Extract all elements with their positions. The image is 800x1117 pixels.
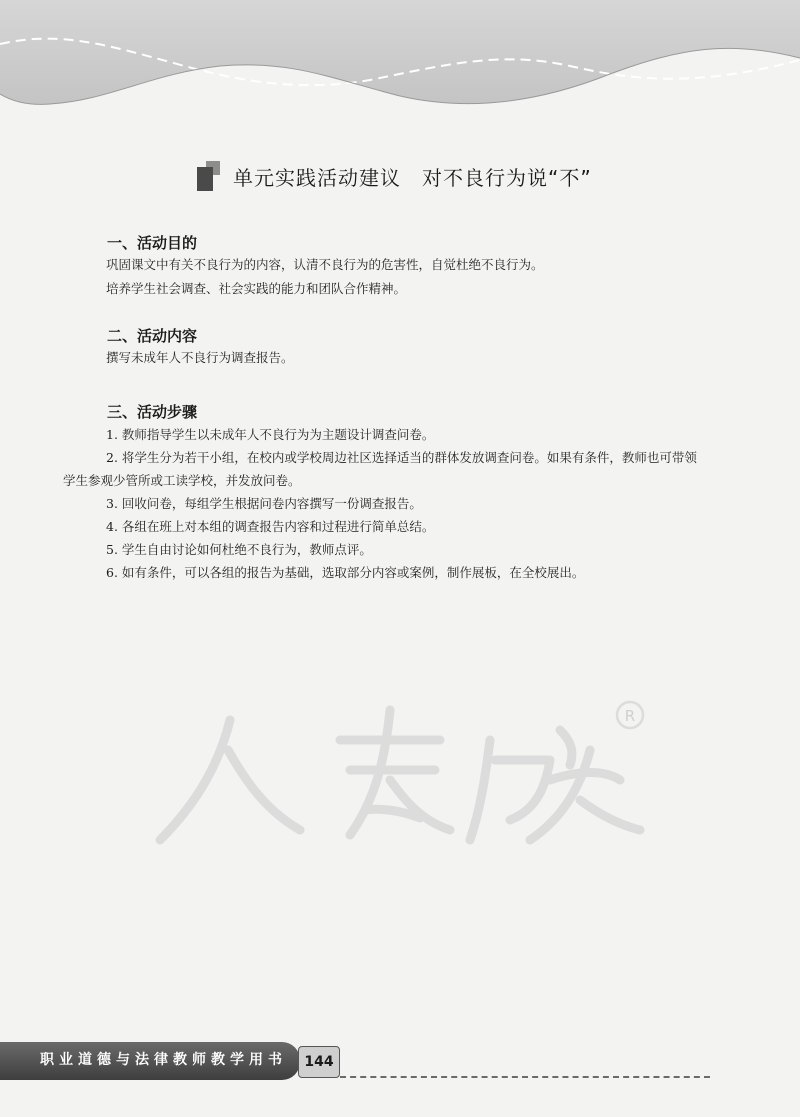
step-item: 5. 学生自由讨论如何杜绝不良行为，教师点评。	[106, 542, 372, 557]
section-heading-steps: 三、活动步骤	[107, 403, 198, 421]
page-footer	[0, 1030, 800, 1090]
paragraph: 巩固课文中有关不良行为的内容，认清不良行为的危害性，自觉杜绝不良行为。	[106, 257, 544, 272]
page-number: 144	[298, 1046, 340, 1078]
section-heading-purpose: 一、活动目的	[107, 234, 198, 252]
paragraph: 培养学生社会调查、社会实践的能力和团队合作精神。	[106, 281, 407, 296]
title-square-icon	[197, 161, 221, 191]
svg-text:R: R	[624, 707, 636, 725]
page-title-text: 单元实践活动建议 对不良行为说“不”	[233, 165, 592, 190]
step-item: 2. 将学生分为若干小组，在校内或学校周边社区选择适当的群体发放调查问卷。如果有条件，教师也可带领学生参观少管所或工读学校，并发放问卷。	[63, 450, 697, 488]
footer-book-title: 职业道德与法律教师教学用书	[40, 1052, 287, 1068]
step-item: 1. 教师指导学生以未成年人不良行为为主题设计调查问卷。	[106, 427, 435, 442]
section-heading-content: 二、活动内容	[107, 327, 198, 345]
footer-divider	[340, 1076, 710, 1078]
page-title	[197, 156, 592, 196]
step-item: 4. 各组在班上对本组的调查报告内容和过程进行简单总结。	[106, 519, 435, 534]
watermark-logo	[150, 690, 670, 860]
paragraph: 撰写未成年人不良行为调查报告。	[106, 350, 294, 365]
step-item: 3. 回收问卷，每组学生根据问卷内容撰写一份调查报告。	[106, 496, 422, 511]
step-item: 6. 如有条件，可以各组的报告为基础，选取部分内容或案例，制作展板，在全校展出。	[106, 565, 585, 580]
header-wave-band	[0, 0, 800, 120]
